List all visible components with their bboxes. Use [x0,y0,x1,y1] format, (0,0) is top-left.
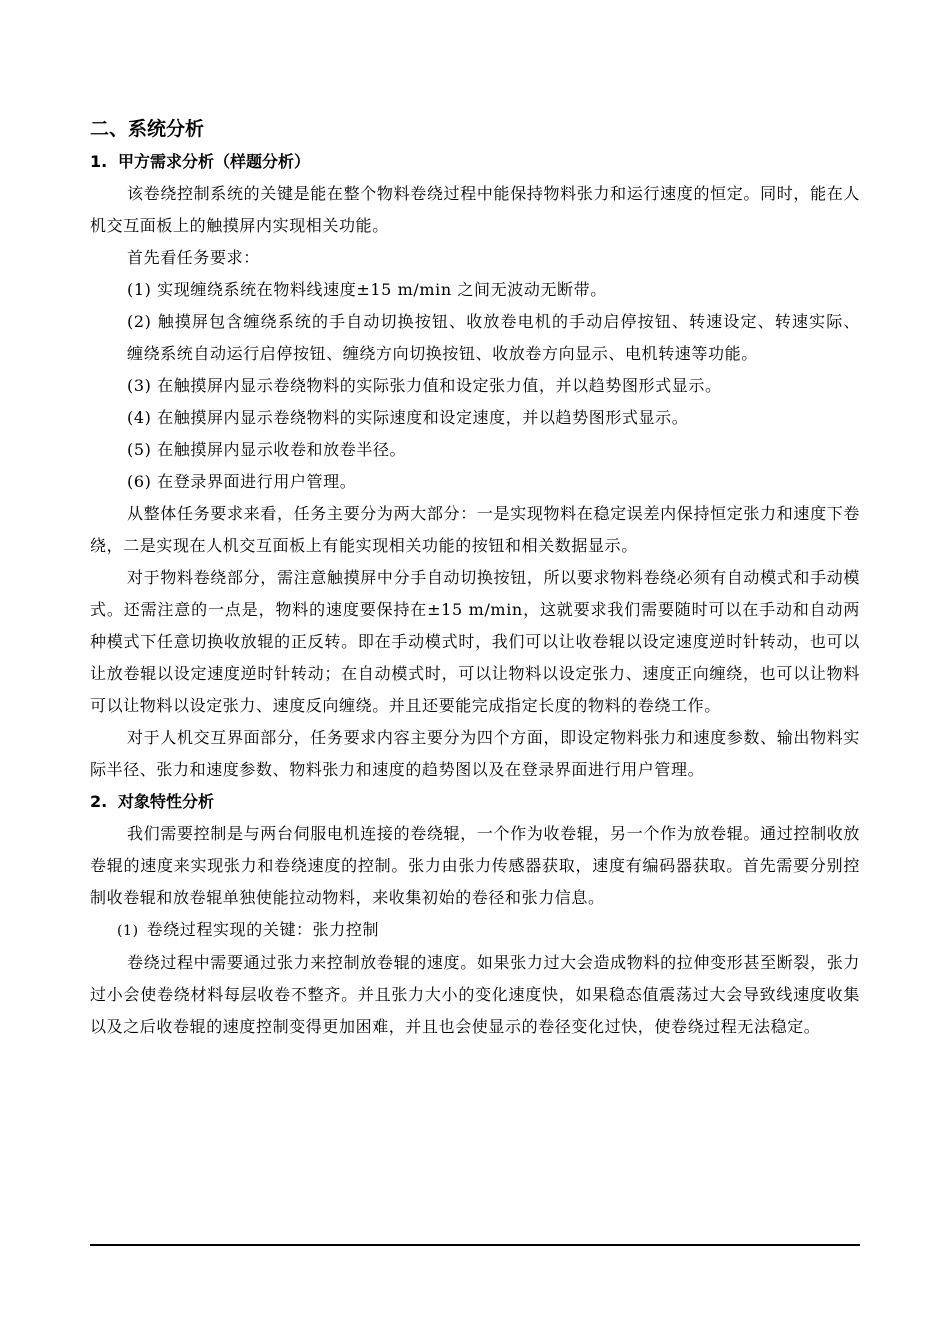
subsection-heading-2 [90,786,860,818]
list-item: (5) 在触摸屏内显示收卷和放卷半径。 [127,440,407,459]
paragraph-5: 对于人机交互界面部分，任务要求内容主要分为四个方面，即设定物料张力和速度参数、输出物料实际半径、张力和速度参数、物料张力和速度的趋势图以及在登录界面进行用户管理。 [90,728,860,779]
subsection-heading-1 [90,146,860,178]
list-item: (6) 在登录界面进行用户管理。 [127,472,357,491]
sub-subsection-heading [90,914,860,947]
paragraph-2: 首先看任务要求： [127,248,260,267]
paragraph-3: 从整体任务要求来看，任务主要分为两大部分：一是实现物料在稳定误差内保持恒定张力和速度下卷绕，二是实现在人机交互面板上有能实现相关功能的按钮和相关数据显示。 [90,504,860,555]
paragraph-7: 卷绕过程中需要通过张力来控制放卷辊的速度。如果张力过大会造成物料的拉伸变形甚至断裂，张力过小会使卷绕材料每层收卷不整齐。并且张力大小的变化速度快，如果稳态值震荡过大会导致线速度收集以及之后收卷辊的速度控制变得更加困难，并且也会使显示的卷径变化过快，使卷绕过程无法稳定。 [90,953,860,1036]
list-item: (3) 在触摸屏内显示卷绕物料的实际张力值和设定张力值，并以趋势图形式显示。 [127,376,722,395]
list-item: (4) 在触摸屏内显示卷绕物料的实际速度和设定速度，并以趋势图形式显示。 [127,408,689,427]
list-item: (2) 触摸屏包含缠绕系统的手自动切换按钮、收放卷电机的手动启停按钮、转速设定、转速实际、 缠绕系统自动运行启停按钮、缠绕方向切换按钮、收放卷方向显示、电机转速等功能。 [127,312,860,363]
document-body [90,112,860,1043]
subsection-title-1: 甲方需求分析（样题分析） [118,152,311,171]
subsection-number-1: 1. [90,152,108,171]
footer-divider [90,1244,860,1246]
paragraph-1: 该卷绕控制系统的关键是能在整个物料卷绕过程中能保持物料张力和运行速度的恒定。同时，能在人机交互面板上的触摸屏内实现相关功能。 [90,184,860,235]
paragraph-6: 我们需要控制是与两台伺服电机连接的卷绕辊，一个作为收卷辊，另一个作为放卷辊。通过控制收放卷辊的速度来实现张力和卷绕速度的控制。张力由张力传感器获取，速度有编码器获取。首先需要分别控制收卷辊和放卷辊单独使能拉动物料，来收集初始的卷径和张力信息。 [90,824,860,907]
sub-subsection-title: 卷绕过程实现的关键：张力控制 [146,920,380,939]
subsection-title-2: 对象特性分析 [118,792,215,811]
paragraph-4: 对于物料卷绕部分，需注意触摸屏中分手自动切换按钮，所以要求物料卷绕必须有自动模式和手动模式。还需注意的一点是，物料的速度要保持在±15 m/min，这就要求我们需要随时可以在手动和自动两种模式下任意切换收放辊的正反转。即在手动模式时，我们可以让收卷辊以设定速度逆时针转动，也可以让放卷辊以设定速度逆时针转动；在自动模式时，可以让物料以设定张力、速度正向缠绕，也可以让物料可以让物料以设定张力、速度反向缠绕。并且还要能完成指定长度的物料的卷绕工作。 [90,568,860,715]
sub-subsection-number: (1) [117,923,139,939]
subsection-number-2: 2. [90,792,108,811]
list-item: (1) 实现缠绕系统在物料线速度±15 m/min 之间无波动无断带。 [127,280,607,299]
section-title: 二、系统分析 [90,118,205,140]
